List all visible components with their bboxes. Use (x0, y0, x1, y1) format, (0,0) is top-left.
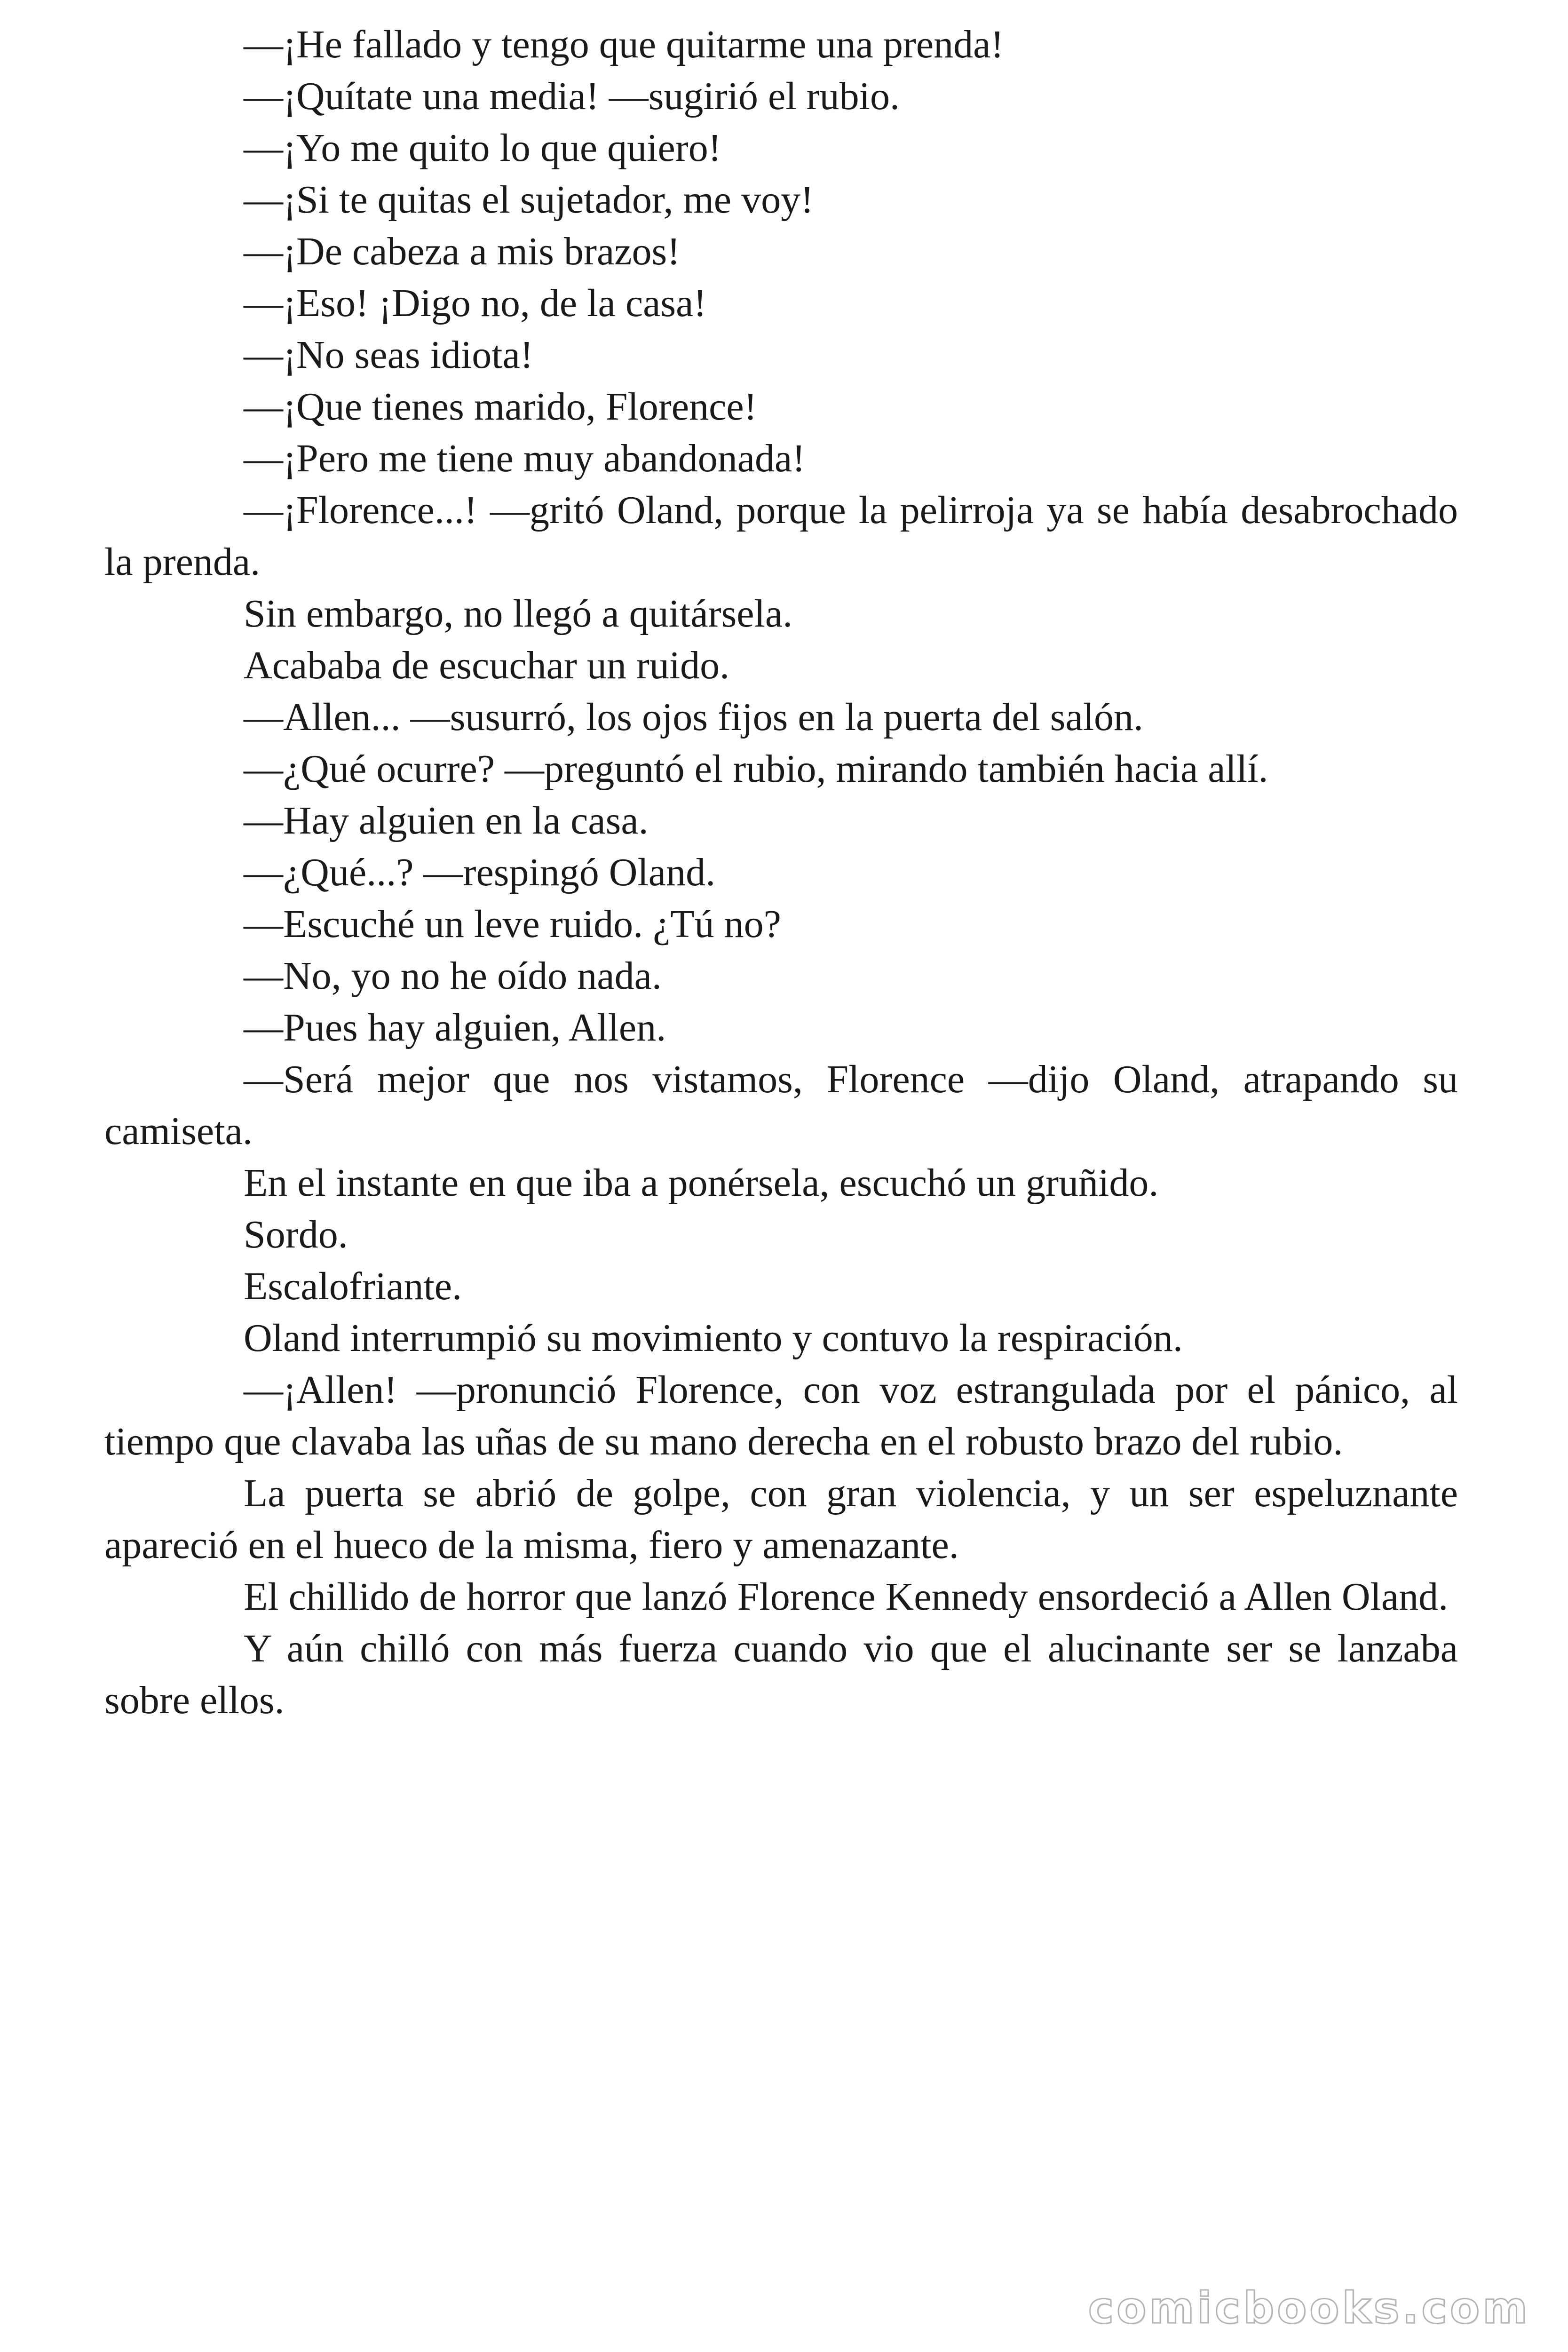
paragraph: El chillido de horror que lanzó Florence Kennedy ensordeció a Allen Oland. (244, 1575, 1449, 1619)
watermark: comicbooks.com (1088, 2283, 1530, 2333)
paragraph: —¡Allen! —pronunció Florence, con voz estrangulada por el pánico, al tiempo que clavaba las uñas de su mano derecha en el robusto brazo del rubio. (104, 1368, 1458, 1463)
paragraph: —No, yo no he oído nada. (244, 954, 662, 998)
paragraph: —¡Eso! ¡Digo no, de la casa! (244, 281, 707, 325)
paragraph: —¡Que tienes marido, Florence! (244, 385, 757, 429)
paragraph: Sin embargo, no llegó a quitársela. (244, 592, 793, 636)
paragraph: —Escuché un leve ruido. ¿Tú no? (244, 902, 781, 946)
paragraph: —¿Qué ocurre? —preguntó el rubio, mirando también hacia allí. (244, 747, 1268, 791)
paragraph: —¡Pero me tiene muy abandonada! (244, 437, 806, 480)
paragraph: —Hay alguien en la casa. (244, 799, 649, 842)
paragraph: —¡Si te quitas el sujetador, me voy! (244, 178, 814, 222)
paragraph: —Allen... —susurró, los ojos fijos en la puerta del salón. (244, 695, 1144, 739)
paragraph: —¡He fallado y tengo que quitarme una prenda! (244, 23, 1004, 66)
paragraph: Y aún chilló con más fuerza cuando vio que el alucinante ser se lanzaba sobre ellos. (104, 1627, 1458, 1722)
paragraph: —¡Florence...! —gritó Oland, porque la pelirroja ya se había desabrochado la prenda. (104, 488, 1458, 584)
paragraph: —¡De cabeza a mis brazos! (244, 230, 681, 273)
paragraph: Escalofriante. (244, 1264, 462, 1308)
paragraph: —Será mejor que nos vistamos, Florence —dijo Oland, atrapando su camiseta. (104, 1057, 1458, 1153)
paragraph: La puerta se abrió de golpe, con gran violencia, y un ser espeluznante apareció en el hueco de la misma, fiero y amenazante. (104, 1471, 1458, 1567)
paragraph: —¡Yo me quito lo que quiero! (244, 126, 721, 170)
paragraph: —¡Quítate una media! —sugirió el rubio. (244, 74, 900, 118)
paragraph: En el instante en que iba a ponérsela, escuchó un gruñido. (244, 1161, 1159, 1205)
paragraph: —Pues hay alguien, Allen. (244, 1006, 666, 1049)
body-text (104, 19, 1458, 1726)
paragraph: —¿Qué...? —respingó Oland. (244, 850, 716, 894)
paragraph: Acababa de escuchar un ruido. (244, 644, 730, 687)
paragraph: Sordo. (244, 1213, 348, 1256)
paragraph: —¡No seas idiota! (244, 333, 533, 377)
paragraph: Oland interrumpió su movimiento y contuvo la respiración. (244, 1316, 1183, 1360)
